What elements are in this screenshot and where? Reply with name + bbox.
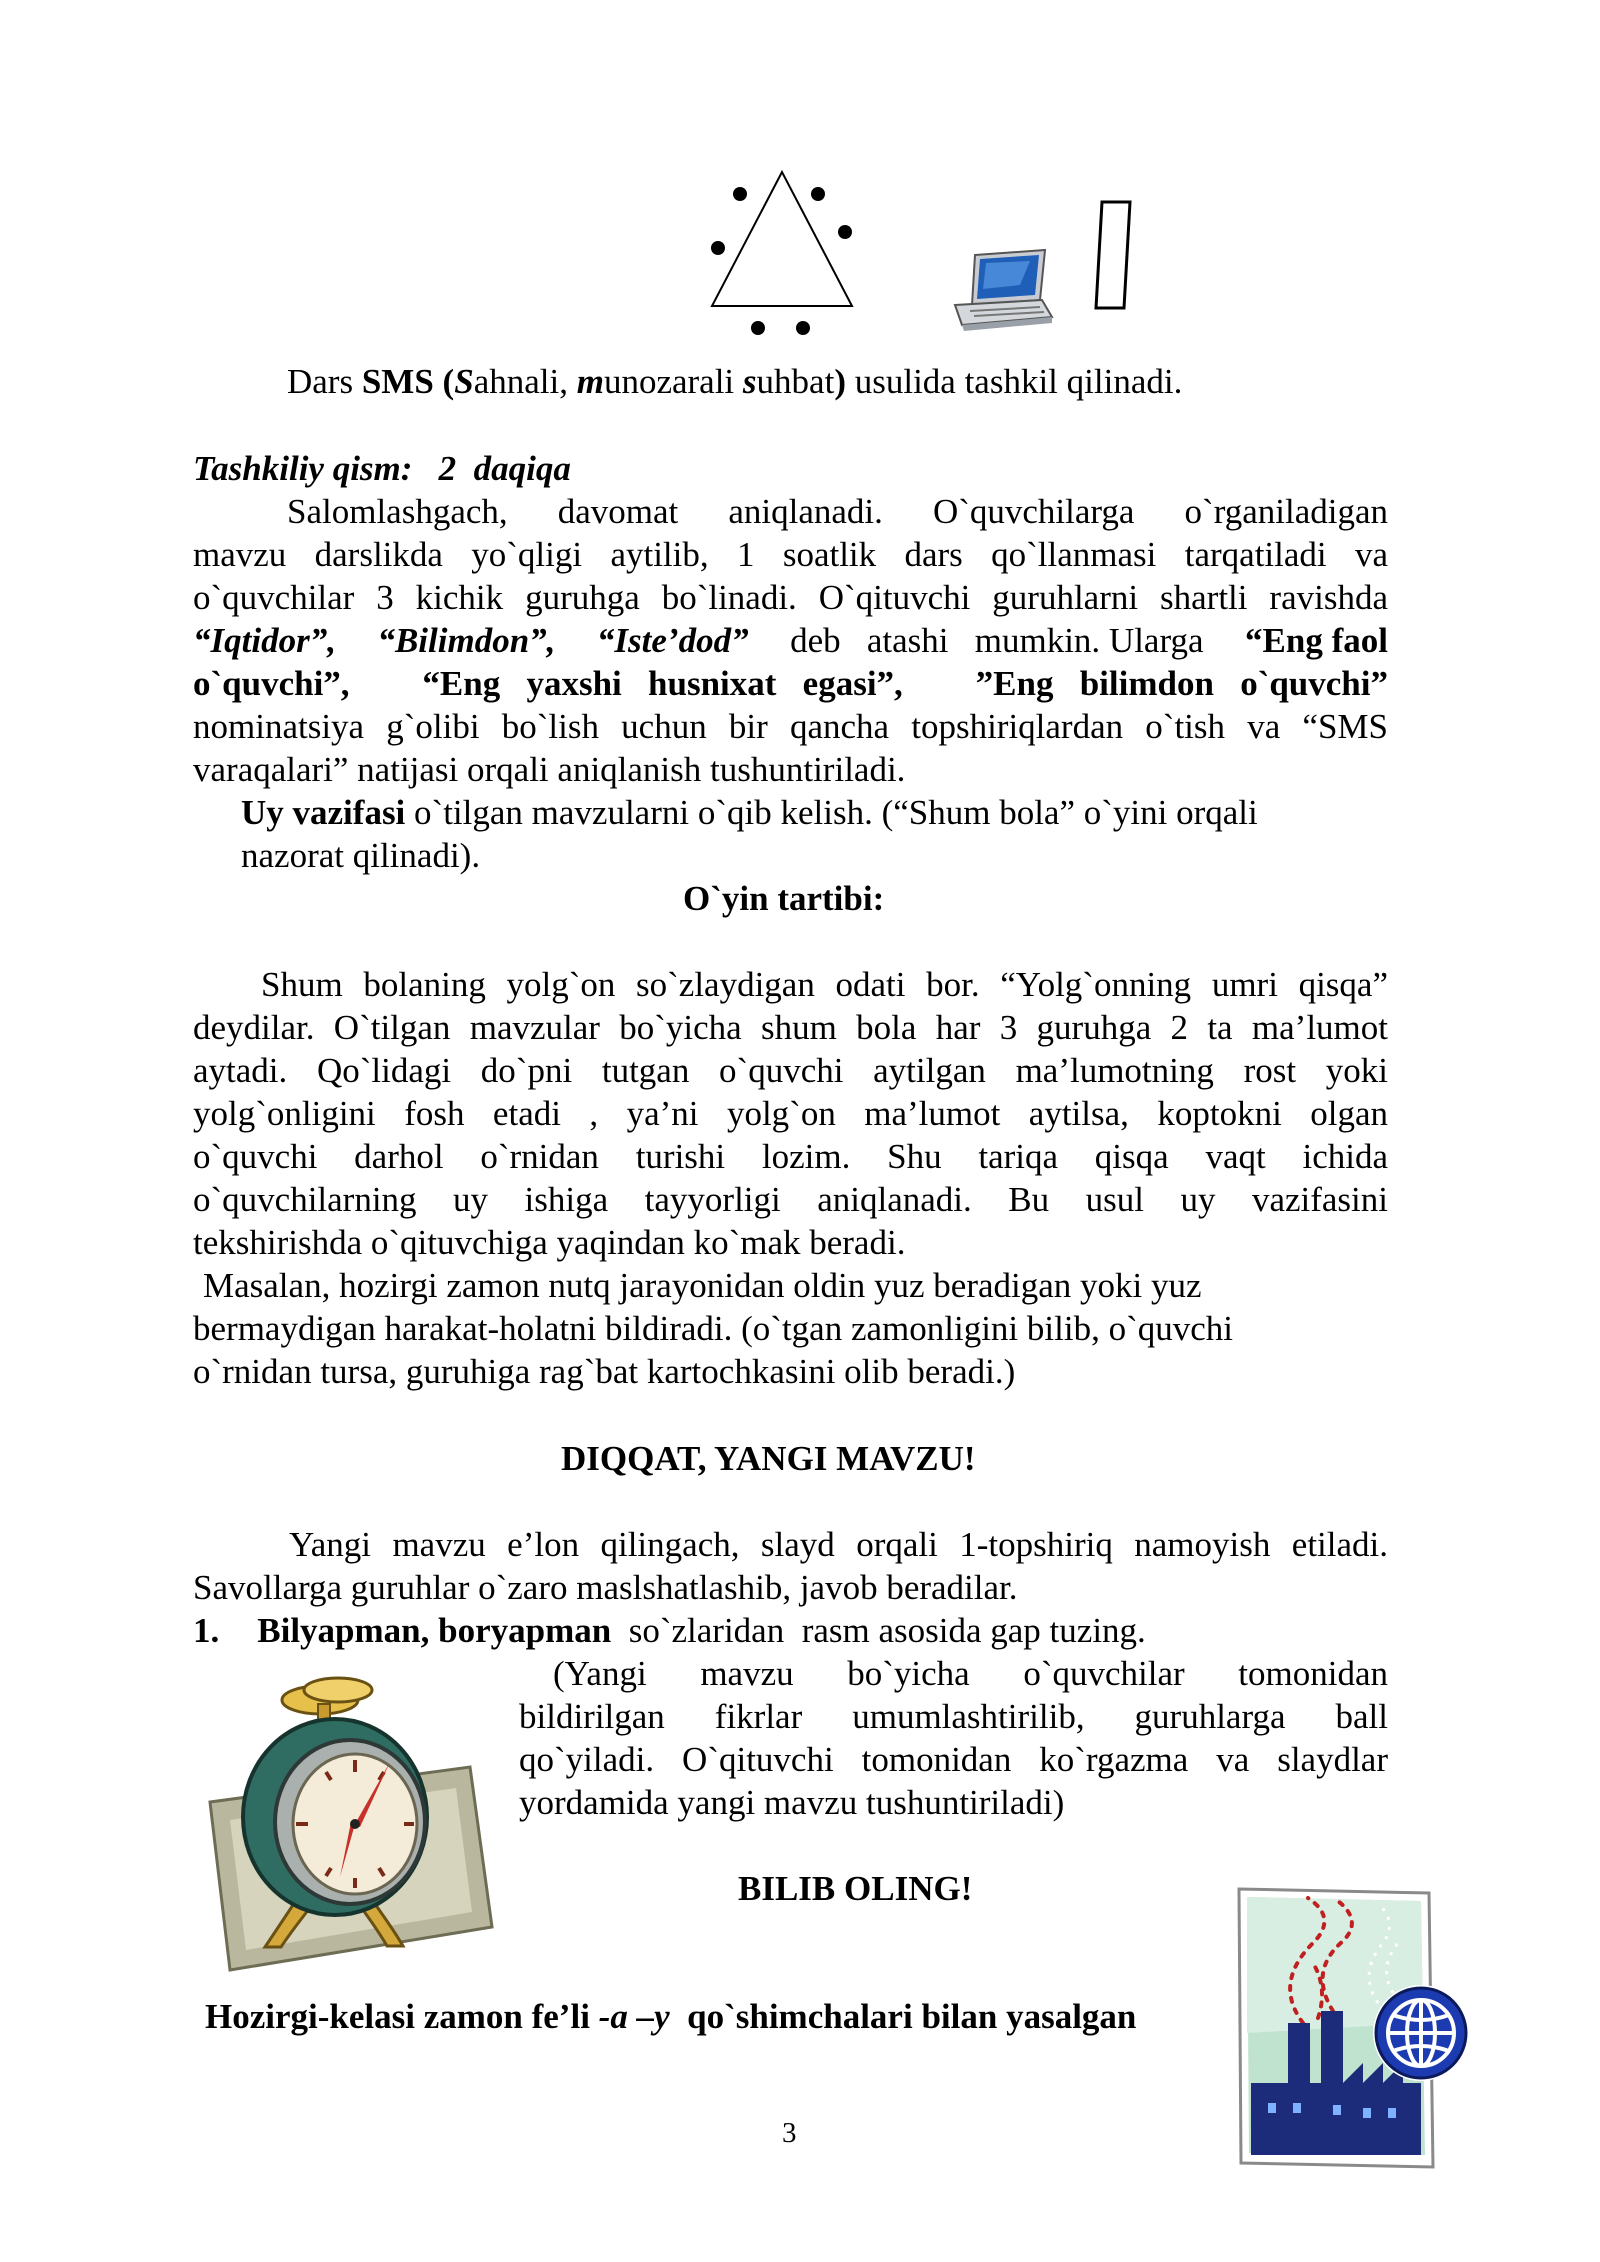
learn-heading: BILIB OLING! bbox=[738, 1869, 973, 1908]
org-line-3: o`quvchilar 3 kichik guruhga bo`linadi. O`qituvchi guruhlarni shartli ravishda bbox=[193, 578, 1388, 617]
game-line-4: yolg`onligini fosh etadi , ya’ni yolg`on ma’lumot aytilsa, koptokni olgan bbox=[193, 1094, 1388, 1133]
homework-label: Uy vazifasi bbox=[241, 793, 406, 832]
org-line-2: mavzu darslikda yo`qligi aytilib, 1 soatlik dars qo`llanmasi tarqatiladi va bbox=[193, 535, 1388, 574]
intro-s1: S bbox=[454, 362, 474, 401]
org-line-4 bbox=[193, 619, 1388, 662]
learn-rule bbox=[205, 1995, 1136, 2038]
task-note-line-3: qo`yiladi. O`qituvchi tomonidan ko`rgazma va slaydlar bbox=[519, 1740, 1388, 1779]
game-line-7: tekshirishda o`qituvchiga yaqindan ko`mak beradi. bbox=[193, 1223, 906, 1262]
task-note-line-4: yordamida yangi mavzu tushuntiriladi) bbox=[519, 1783, 1065, 1822]
org-line-1: Salomlashgach, davomat aniqlanadi. O`quvchilarga o`rganiladigan bbox=[287, 492, 1388, 531]
org-line-5 bbox=[193, 662, 1388, 705]
learn-rule-pre: Hozirgi-kelasi zamon fe’li bbox=[205, 1997, 599, 2036]
nomination-eng-faol: “Eng faol bbox=[1245, 621, 1388, 660]
game-line-2: deydilar. O`tilgan mavzular bo`yicha shum bola har 3 guruhga 2 ta ma’lumot bbox=[193, 1008, 1388, 1047]
nomination-eng-faol-cont: o`quvchi”, bbox=[193, 664, 350, 703]
example-line-1: Masalan, hozirgi zamon nutq jarayonidan oldin yuz beradigan yoki yuz bbox=[203, 1266, 1202, 1305]
homework-line-2: nazorat qilinadi). bbox=[241, 836, 481, 875]
organizational-heading: Tashkiliy qism: 2 daqiqa bbox=[193, 449, 571, 488]
learn-rule-post: qo`shimchalari bilan yasalgan bbox=[669, 1997, 1137, 2036]
task-1-bold: Bilyapman, boryapman bbox=[257, 1611, 612, 1650]
alarm-clock-icon bbox=[200, 1672, 500, 1977]
game-heading: O`yin tartibi: bbox=[683, 879, 885, 918]
intro-s2: s bbox=[742, 362, 757, 401]
task-1-rest: so`zlaridan rasm asosida gap tuzing. bbox=[611, 1611, 1146, 1650]
org-line-4-mid: deb atashi mumkin. Ularga bbox=[790, 621, 1204, 660]
laptop-icon bbox=[950, 245, 1055, 335]
group-name-istedod: “Iste’dod” bbox=[596, 621, 749, 660]
intro-line bbox=[287, 360, 1182, 403]
example-line-2: bermaydigan harakat-holatni bildiradi. (o`tgan zamonligini bilib, o`quvchi bbox=[193, 1309, 1233, 1348]
intro-post-text: usulida tashkil qilinadi. bbox=[845, 362, 1183, 401]
game-line-1: Shum bolaning yolg`on so`zlaydigan odati bor. “Yolg`onning umri qisqa” bbox=[261, 965, 1388, 1004]
factory-globe-icon bbox=[1233, 1883, 1473, 2173]
group-name-bilimdon: “Bilimdon”, bbox=[377, 621, 556, 660]
intro-pre-text: Dars bbox=[287, 362, 362, 401]
game-line-6: o`quvchilarning uy ishiga tayyorligi aniqlanadi. Bu usul uy vazifasini bbox=[193, 1180, 1388, 1219]
intro-close: ) bbox=[834, 362, 846, 401]
task-note-line-1: (Yangi mavzu bo`yicha o`quvchilar tomonidan bbox=[553, 1654, 1388, 1693]
attention-heading: DIQQAT, YANGI MAVZU! bbox=[561, 1439, 976, 1478]
game-line-5: o`quvchi darhol o`rnidan turishi lozim. Shu tariqa qisqa vaqt ichida bbox=[193, 1137, 1388, 1176]
task-1-number: 1. bbox=[193, 1611, 220, 1650]
intro-ahnali: ahnali, bbox=[473, 362, 577, 401]
org-line-6: nominatsiya g`olibi bo`lish uchun bir qancha topshiriqlardan o`tish va “SMS bbox=[193, 707, 1388, 746]
learn-rule-suffix: -a –y bbox=[598, 1997, 670, 2036]
group-name-iqtidor: “Iqtidor”, bbox=[193, 621, 336, 660]
homework-text: o`tilgan mavzularni o`qib kelish. (“Shum bola” o`yini orqali bbox=[405, 793, 1258, 832]
example-line-3: o`rnidan tursa, guruhiga rag`bat kartochkasini olib beradi.) bbox=[193, 1352, 1016, 1391]
task-note-line-2: bildirilgan fikrlar umumlashtirilib, guruhlarga ball bbox=[519, 1697, 1388, 1736]
intro-unozarali: unozarali bbox=[603, 362, 743, 401]
intro-uhbat: uhbat bbox=[756, 362, 835, 401]
intro-sms-bold: SMS ( bbox=[361, 362, 455, 401]
ruler-icon bbox=[1092, 198, 1137, 313]
attention-line-1: Yangi mavzu e’lon qilingach, slayd orqali 1-topshiriq namoyish etiladi. bbox=[289, 1525, 1388, 1564]
org-line-7: varaqalari” natijasi orqali aniqlanish tushuntiriladi. bbox=[193, 750, 906, 789]
attention-line-2: Savollarga guruhlar o`zaro maslshatlashib, javob beradilar. bbox=[193, 1568, 1018, 1607]
homework-line-1 bbox=[241, 791, 1258, 834]
page-number: 3 bbox=[782, 2117, 797, 2149]
task-1-line bbox=[193, 1609, 1146, 1652]
nomination-eng-bilimdon: ”Eng bilimdon o`quvchi” bbox=[975, 664, 1388, 703]
intro-m1: m bbox=[576, 362, 604, 401]
nomination-eng-yaxshi: “Eng yaxshi husnixat egasi”, bbox=[422, 664, 903, 703]
triangle-dots-icon bbox=[700, 160, 870, 340]
game-line-3: aytadi. Qo`lidagi do`pni tutgan o`quvchi aytilgan ma’lumotning rost yoki bbox=[193, 1051, 1388, 1090]
